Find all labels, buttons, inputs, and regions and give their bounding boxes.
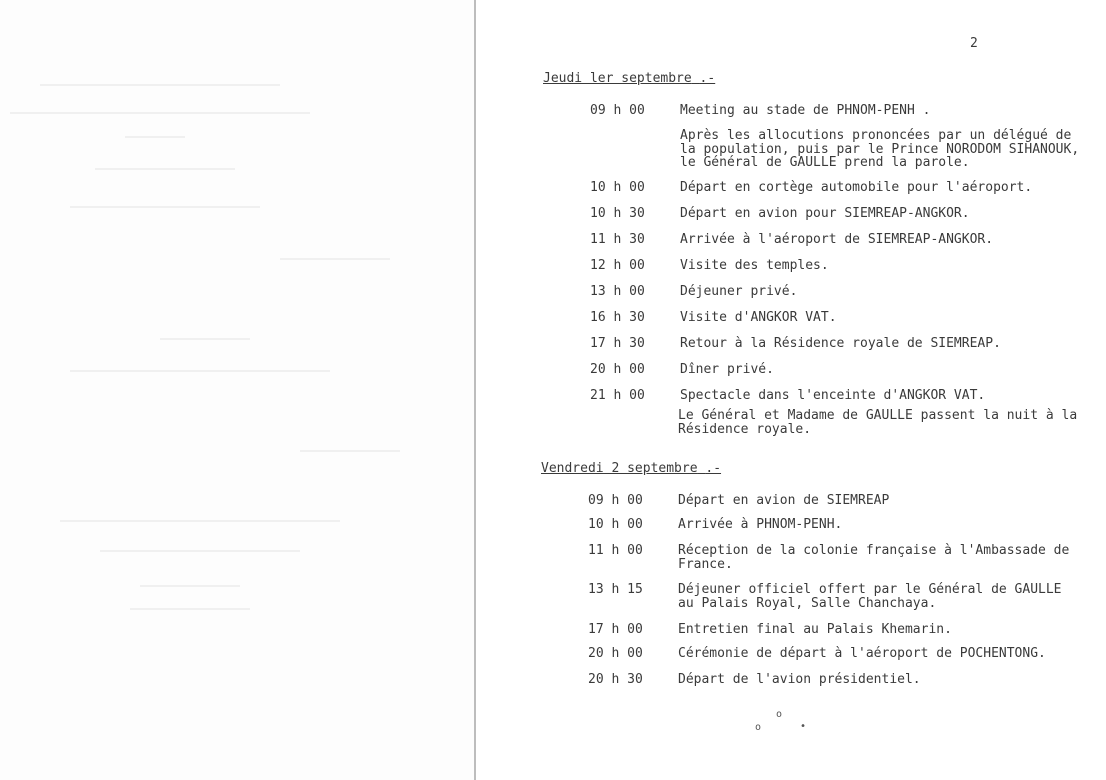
bleed-through-mark	[100, 550, 300, 552]
entry-time: 21 h 00	[590, 388, 645, 403]
entry-time: 11 h 00	[588, 543, 643, 558]
entry-note	[678, 409, 1077, 436]
entry-text: Entretien final au Palais Khemarin.	[678, 622, 952, 637]
day-heading	[543, 71, 715, 86]
entry-time: 20 h 30	[588, 672, 643, 687]
note-line: Après les allocutions prononcées par un délégué de	[680, 128, 1072, 143]
entry-text-line: Déjeuner officiel offert par le Général de GAULLE	[678, 582, 1062, 597]
page-number: 2	[970, 36, 978, 51]
left-page-bleedthrough	[0, 0, 474, 780]
entry-time: 11 h 30	[590, 232, 645, 247]
bleed-through-mark	[60, 520, 340, 522]
bleed-through-mark	[40, 84, 280, 86]
note-line: Résidence royale.	[678, 421, 812, 437]
entry-time: 17 h 00	[588, 622, 643, 637]
entry-time: 10 h 00	[590, 180, 645, 195]
bleed-through-mark	[160, 338, 250, 340]
entry-text-line: au Palais Royal, Salle Chanchaya.	[678, 595, 937, 611]
day-heading-text: Vendredi 2 septembre	[541, 461, 698, 476]
entry-text: Arrivée à PHNOM-PENH.	[678, 517, 843, 532]
entry-text: Départ de l'avion présidentiel.	[678, 672, 921, 687]
entry-text-line: France.	[678, 556, 733, 572]
right-page	[476, 0, 1106, 780]
entry-text: Dîner privé.	[680, 362, 774, 377]
day-heading-suffix: .-	[699, 71, 716, 86]
entry-text: Visite d'ANGKOR VAT.	[680, 310, 837, 325]
end-ornament-right: •	[800, 721, 807, 732]
day-heading	[541, 461, 721, 476]
entry-time: 13 h 00	[590, 284, 645, 299]
entry-text: Meeting au stade de PHNOM-PENH .	[680, 103, 931, 118]
entry-text: Cérémonie de départ à l'aéroport de POCHENTONG.	[678, 646, 1046, 661]
entry-text: Arrivée à l'aéroport de SIEMREAP-ANGKOR.	[680, 232, 994, 247]
note-line: Le Général et Madame de GAULLE passent la nuit à la	[678, 408, 1078, 423]
bleed-through-mark	[70, 206, 260, 208]
entry-time: 20 h 00	[588, 646, 643, 661]
end-ornament-top: o	[776, 709, 783, 720]
entry-time: 16 h 30	[590, 310, 645, 325]
note-line: le Général de GAULLE prend la parole.	[680, 155, 970, 170]
bleed-through-mark	[130, 608, 250, 610]
bleed-through-mark	[70, 370, 330, 372]
entry-text	[678, 544, 1078, 571]
entry-time: 13 h 15	[588, 582, 643, 597]
entry-time: 20 h 00	[590, 362, 645, 377]
entry-text: Départ en avion pour SIEMREAP-ANGKOR.	[680, 206, 970, 221]
entry-time: 17 h 30	[590, 336, 645, 351]
bleed-through-mark	[140, 585, 240, 587]
bleed-through-mark	[95, 168, 235, 170]
entry-text: Visite des temples.	[680, 258, 829, 273]
day-heading-suffix: .-	[705, 461, 722, 476]
bleed-through-mark	[10, 112, 310, 114]
entry-text: Spectacle dans l'enceinte d'ANGKOR VAT.	[680, 388, 986, 403]
end-ornament-left: o	[755, 722, 762, 733]
entry-text	[678, 583, 1078, 610]
entry-text-line: Réception de la colonie française à l'Ambassade de	[678, 543, 1070, 558]
entry-time: 09 h 00	[588, 493, 643, 508]
entry-time: 10 h 00	[588, 517, 643, 532]
entry-text: Départ en avion de SIEMREAP	[678, 493, 890, 508]
entry-text: Retour à la Résidence royale de SIEMREAP.	[680, 336, 1001, 351]
entry-time: 12 h 00	[590, 258, 645, 273]
bleed-through-mark	[280, 258, 390, 260]
entry-time: 09 h 00	[590, 103, 645, 118]
entry-text: Déjeuner privé.	[680, 284, 798, 299]
entry-time: 10 h 30	[590, 206, 645, 221]
entry-note	[680, 129, 1079, 170]
bleed-through-mark	[300, 450, 400, 452]
day-heading-text: Jeudi ler septembre	[543, 71, 692, 86]
bleed-through-mark	[125, 136, 185, 138]
entry-text: Départ en cortège automobile pour l'aéroport.	[680, 180, 1033, 195]
note-line: la population, puis par le Prince NORODOM SIHANOUK,	[680, 141, 1080, 157]
